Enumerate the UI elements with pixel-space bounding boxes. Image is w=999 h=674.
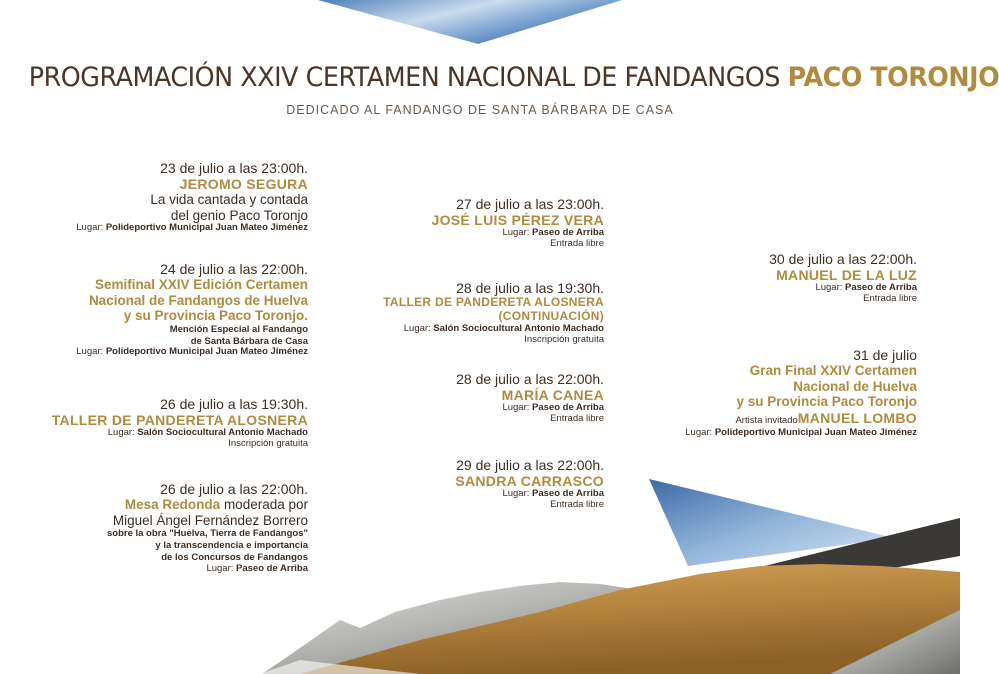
event-title: Mesa Redonda moderada por (124, 497, 308, 513)
event-line: sobre la obra "Huelva, Tierra de Fandangos" (106, 528, 308, 540)
event-line: del genio Paco Toronjo (170, 207, 308, 223)
event-venue: Lugar: Polideportivo Municipal Juan Mateo Jiménez (76, 222, 308, 234)
event-artist: TALLER DE PANDERETA ALOSNERA (51, 412, 308, 429)
event-line: y su Provincia Paco Toronjo (736, 394, 917, 410)
event-gran-final (685, 347, 917, 439)
event-artist: (CONTINUACIÓN) (498, 308, 604, 323)
title-main: PROGRAMACIÓN XXIV CERTAMEN NACIONAL DE FANDANGOS (28, 62, 781, 93)
event-artist: SANDRA CARRASCO (455, 473, 604, 490)
event-note: Inscripción gratuita (524, 333, 604, 345)
event-note: Entrada libre (550, 499, 604, 511)
event-taller-continuacion (383, 280, 604, 346)
event-venue: Lugar: Paseo de Arriba (502, 402, 604, 414)
event-semifinal (76, 261, 308, 358)
event-line: de los Concursos de Fandangos (161, 551, 308, 563)
page-subtitle: DEDICADO AL FANDANGO DE SANTA BÁRBARA DE CASA (286, 103, 674, 117)
event-venue: Lugar: Paseo de Arriba (502, 488, 604, 500)
event-line: La vida cantada y contada (150, 192, 308, 208)
event-date: 26 de julio a las 22:00h. (160, 481, 308, 497)
event-line: Semifinal XXIV Edición Certamen (94, 277, 308, 293)
event-line: Nacional de Fandangos de Huelva (88, 292, 308, 308)
event-date: 28 de julio a las 19:30h. (456, 280, 604, 296)
event-guest: Artista invitadoMANUEL LOMBO (735, 409, 917, 426)
event-jeromo-segura (76, 160, 308, 234)
event-date: 24 de julio a las 22:00h. (160, 261, 308, 277)
event-venue: Lugar: Polideportivo Municipal Juan Mateo Jiménez (685, 427, 917, 439)
title-highlight: PACO TORONJO (787, 62, 999, 93)
event-date: 31 de julio (853, 347, 917, 363)
event-venue: Lugar: Paseo de Arriba (815, 282, 917, 294)
event-note: Inscripción gratuita (228, 438, 308, 450)
event-date: 23 de julio a las 23:00h. (160, 160, 308, 176)
event-note: Entrada libre (863, 293, 917, 305)
event-note: Entrada libre (550, 238, 604, 250)
event-line: Miguel Ángel Fernández Borrero (112, 512, 308, 528)
sky-shard-top (318, 0, 622, 44)
event-date: 29 de julio a las 22:00h. (456, 457, 604, 473)
event-manuel-de-la-luz (769, 251, 917, 305)
event-venue: Lugar: Polideportivo Municipal Juan Mateo Jiménez (76, 346, 308, 358)
event-venue: Lugar: Paseo de Arriba (206, 562, 308, 574)
event-taller-pandereta (52, 396, 308, 450)
event-jose-luis-perez-vera (432, 196, 604, 250)
event-note: Entrada libre (550, 413, 604, 425)
event-venue: Lugar: Salón Sociocultural Antonio Machado (403, 322, 604, 334)
event-maria-canea (456, 371, 604, 425)
event-artist: MANUEL DE LA LUZ (776, 267, 917, 284)
event-mesa-redonda (107, 481, 308, 575)
event-artist: JEROMO SEGURA (179, 176, 308, 193)
event-sandra-carrasco (455, 457, 604, 511)
event-venue: Lugar: Salón Sociocultural Antonio Machado (107, 427, 308, 439)
event-venue: Lugar: Paseo de Arriba (502, 227, 604, 239)
event-artist: TALLER DE PANDERETA ALOSNERA (383, 295, 604, 310)
page-title (28, 62, 999, 93)
event-mention: Mención Especial al Fandango (169, 323, 308, 335)
event-artist: MARÍA CANEA (501, 387, 604, 404)
event-mention: de Santa Bárbara de Casa (190, 335, 308, 347)
event-date: 30 de julio a las 22:00h. (769, 251, 917, 267)
event-line: Nacional de Huelva (793, 378, 917, 394)
event-date: 28 de julio a las 22:00h. (456, 371, 604, 387)
event-artist: JOSÉ LUIS PÉREZ VERA (431, 212, 604, 229)
event-date: 27 de julio a las 23:00h. (456, 196, 604, 212)
event-line: Gran Final XXIV Certamen (749, 363, 917, 379)
event-line: y la transcendencia e importancia (155, 540, 308, 551)
event-line: y su Provincia Paco Toronjo. (123, 308, 308, 324)
event-date: 26 de julio a las 19:30h. (160, 396, 308, 412)
